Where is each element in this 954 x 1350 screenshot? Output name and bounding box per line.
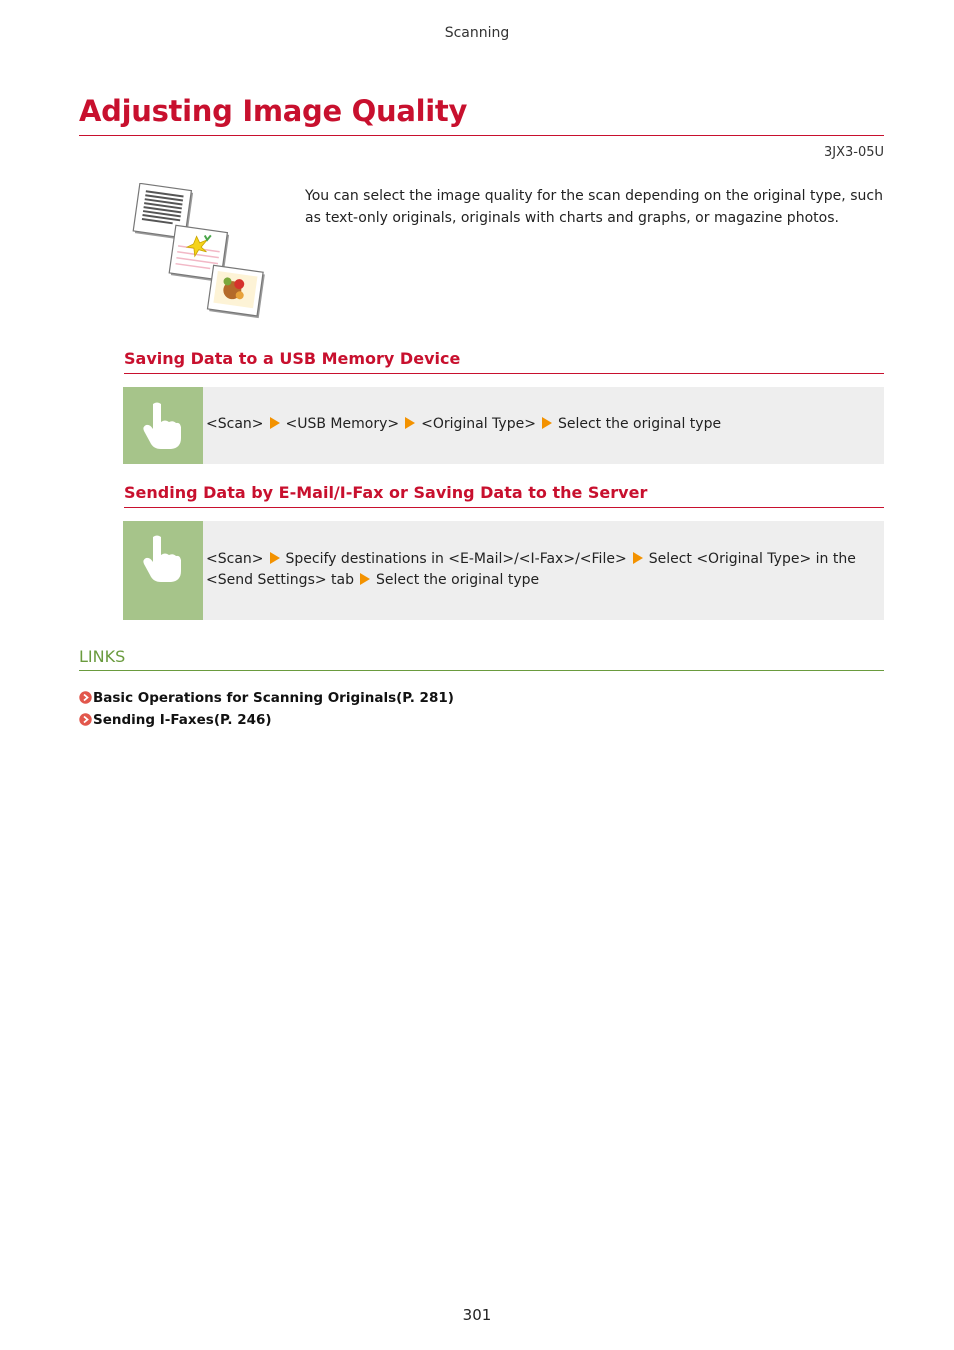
operation-box-send <box>123 521 884 620</box>
title-divider <box>79 135 884 136</box>
step-text: Select the original type <box>557 416 722 432</box>
operation-box-usb <box>123 387 884 464</box>
arrow-right-icon <box>270 417 280 429</box>
original-types-illustration-icon <box>126 183 272 323</box>
arrow-right-icon <box>405 417 415 429</box>
page-title: Adjusting Image Quality <box>79 94 468 128</box>
links-divider <box>79 670 884 671</box>
step-text: Specify destinations in <E-Mail>/<I-Fax>/<File> <box>285 551 627 567</box>
arrow-right-icon <box>633 552 643 564</box>
step-text: <Scan> <box>206 416 264 432</box>
link-text[interactable]: Sending I-Faxes(P. 246) <box>93 712 272 728</box>
link-arrow-icon <box>79 713 92 726</box>
step-text: <Original Type> <box>421 416 536 432</box>
step-text: <USB Memory> <box>285 416 400 432</box>
section-heading-usb: Saving Data to a USB Memory Device <box>124 349 461 368</box>
operation-steps-usb <box>206 414 876 435</box>
intro-text: You can select the image quality for the scan depending on the original type, such as text-only originals, originals with charts and graphs, or magazine photos. <box>305 188 883 226</box>
step-text: <Scan> <box>206 551 264 567</box>
section-heading-send: Sending Data by E-Mail/I-Fax or Saving Data to the Server <box>124 483 648 502</box>
section-divider-send <box>124 507 884 508</box>
link-text[interactable]: Basic Operations for Scanning Originals(P. 281) <box>93 690 454 706</box>
link-sending-ifaxes[interactable] <box>79 712 272 728</box>
step-text: Select the original type <box>376 572 540 588</box>
link-arrow-icon <box>79 691 92 704</box>
hand-pointer-icon <box>123 521 203 620</box>
links-heading: LINKS <box>79 647 126 666</box>
arrow-right-icon <box>360 573 370 585</box>
arrow-right-icon <box>542 417 552 429</box>
operation-steps-send <box>206 549 876 591</box>
page-number: 301 <box>462 1306 492 1324</box>
hand-pointer-icon <box>123 387 203 464</box>
section-divider-usb <box>124 373 884 374</box>
link-basic-operations[interactable] <box>79 690 454 706</box>
document-id: 3JX3-05U <box>823 145 884 160</box>
running-header: Scanning <box>444 25 510 41</box>
arrow-right-icon <box>270 552 280 564</box>
step-text: Select <Original Type> in the <Send Settings> tab <box>206 551 856 588</box>
